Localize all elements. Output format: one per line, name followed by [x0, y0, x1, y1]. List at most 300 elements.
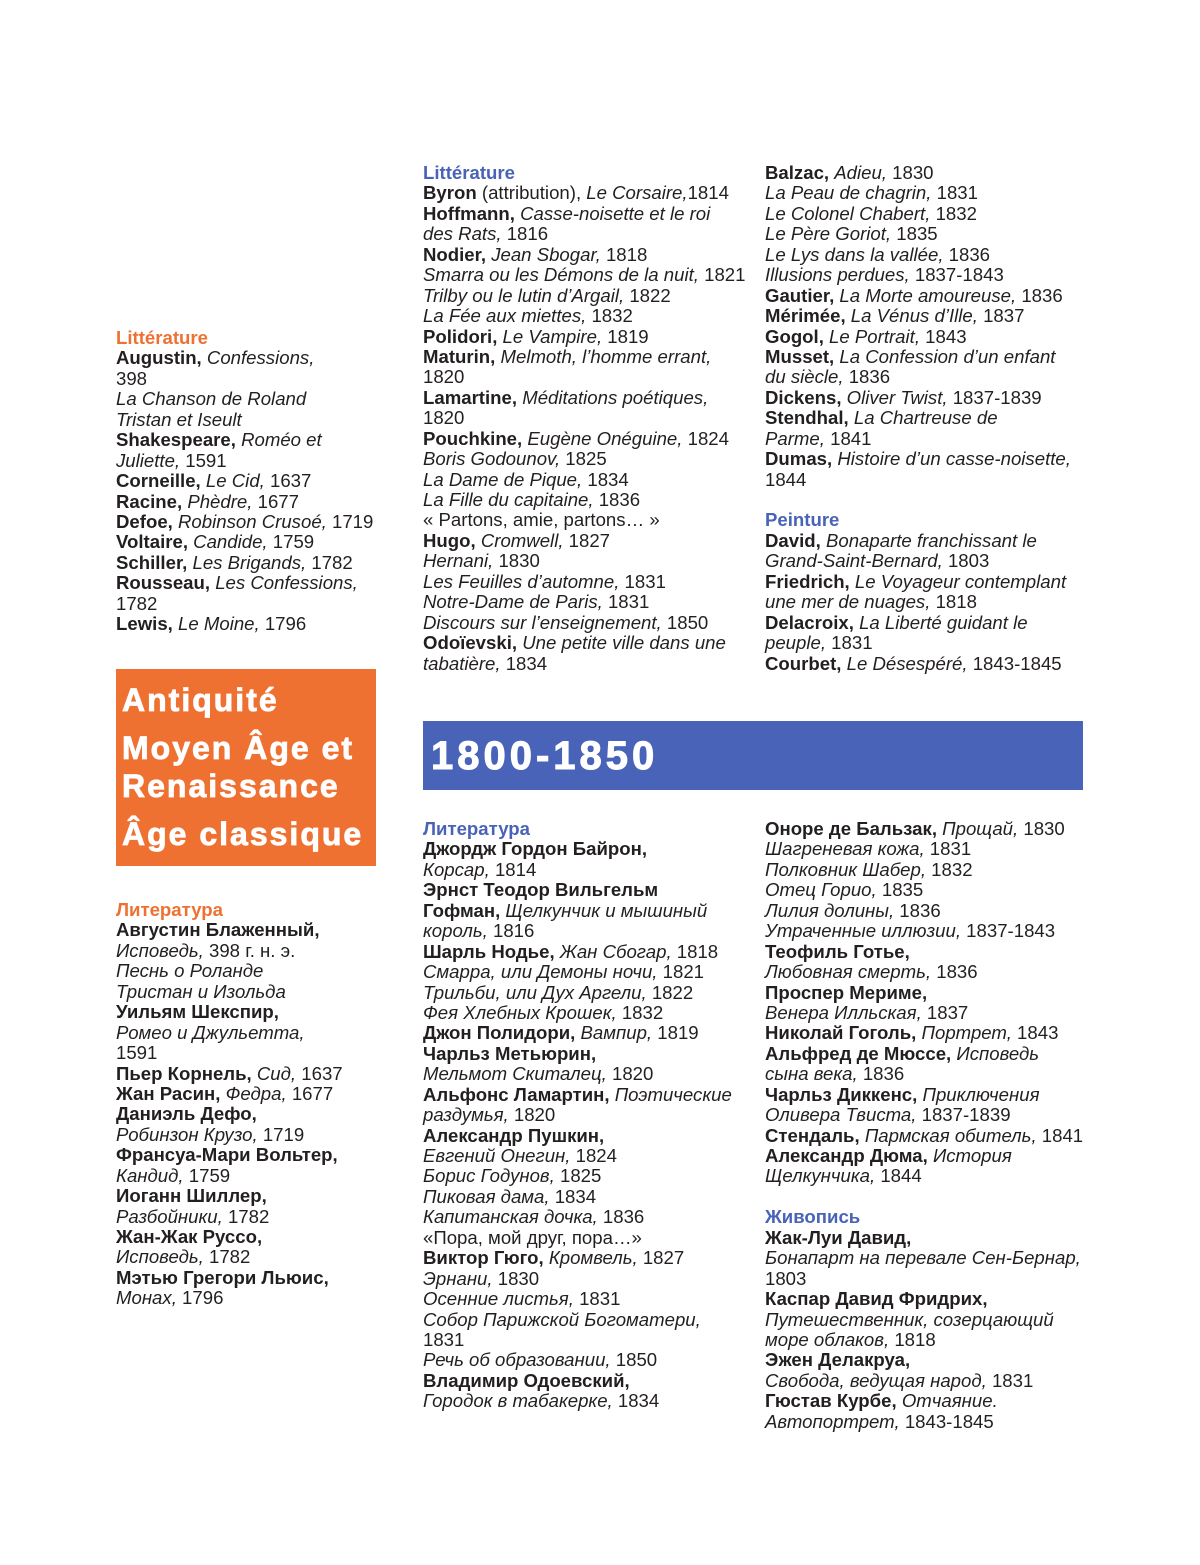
author-name: Defoe,: [116, 510, 178, 532]
entry-line: [423, 572, 745, 592]
entry-text: 1803: [947, 550, 990, 572]
entry-line: [423, 633, 745, 653]
entry-text: 1837: [983, 305, 1025, 327]
author-name: Гофман,: [423, 899, 506, 921]
entry-text: 1719: [332, 510, 374, 532]
entry-text: 1591: [116, 1042, 158, 1064]
work-title: море облаков,: [765, 1328, 895, 1350]
entry-text: 1830: [892, 162, 934, 183]
section-heading: Littérature: [116, 327, 208, 348]
work-title: Осенние листья,: [423, 1288, 580, 1310]
author-name: Lewis,: [116, 613, 179, 635]
entry-line: [765, 901, 1083, 921]
entry-text: 1836: [848, 366, 891, 388]
entry-text: 1835: [896, 223, 938, 245]
entry-line: [423, 1003, 732, 1023]
entry-line: [765, 1289, 1083, 1309]
work-title: Утраченные иллюзии,: [765, 920, 967, 942]
entry-line: [116, 1084, 343, 1104]
entry-line: [423, 265, 745, 285]
author-name: Эрнст Теодор Вильгельм: [423, 879, 659, 901]
entry-line: [116, 982, 343, 1002]
entry-text: 1831: [991, 1369, 1034, 1391]
work-title: Les Brigands,: [192, 551, 312, 573]
work-title: Собор Парижской Богоматери,: [423, 1308, 701, 1330]
work-title: Венера Илльская,: [765, 1001, 927, 1023]
work-title: Ромео и Джульетта,: [116, 1021, 305, 1043]
entry-text: 1818: [605, 243, 648, 265]
work-title: Les Feuilles d’automne,: [423, 570, 625, 592]
entry-text: 1796: [182, 1287, 224, 1309]
period-label: Renaissance: [122, 768, 340, 804]
entry-line: [423, 1166, 732, 1186]
work-title: Робинзон Крузо,: [116, 1123, 263, 1145]
entry-line: [116, 430, 373, 450]
entry-text: 1824: [575, 1145, 617, 1166]
entry-text: 1832: [621, 1001, 664, 1023]
work-title: Melmoth, l’homme errant,: [500, 345, 712, 367]
entry-line: [765, 962, 1083, 982]
period-1800-1850-ru-literature: [423, 819, 732, 1412]
author-name: Александр Дюма,: [765, 1145, 933, 1166]
author-name: Проспер Мериме,: [765, 981, 928, 1003]
work-title: Песнь о Роланде: [116, 960, 264, 982]
author-name: Джордж Гордон Байрон,: [423, 838, 648, 860]
entry-line: [116, 451, 373, 471]
work-title: Candide,: [193, 531, 273, 553]
entry-line: [116, 348, 373, 368]
entry-text: 1844: [880, 1165, 922, 1187]
entry-text: 1836: [598, 489, 641, 510]
work-title: Smarra ou les Démons de la nuit,: [423, 264, 705, 286]
entry-list: [423, 839, 732, 1411]
entry-line: [423, 245, 745, 265]
entry-line: [765, 470, 1071, 490]
entry-line: [423, 613, 745, 633]
entry-text: 1821: [662, 961, 705, 983]
work-title: Кромвель,: [548, 1247, 643, 1269]
work-title: Le Vampire,: [502, 325, 608, 347]
work-title: раздумья,: [423, 1104, 514, 1126]
author-name: Теофиль Готье,: [765, 940, 910, 962]
entry-line: [765, 204, 1071, 224]
entry-text: « Partons, amie, partons… »: [423, 509, 660, 531]
entry-text: 1831: [624, 570, 666, 592]
entry-text: 1843-1845: [972, 652, 1062, 674]
entry-line: [423, 347, 745, 367]
section-heading: Литература: [423, 818, 530, 839]
work-title: Шагреневая кожа,: [765, 838, 930, 860]
entry-line: [765, 306, 1071, 326]
entry-text: (attribution),: [476, 182, 587, 204]
entry-line: [116, 1002, 343, 1022]
entry-text: 1850: [615, 1349, 658, 1371]
entry-text: 1719: [262, 1123, 305, 1145]
author-name: Polidori,: [423, 325, 503, 347]
entry-text: 1836: [936, 961, 978, 983]
entry-line: [116, 532, 373, 552]
entry-text: 1837: [926, 1001, 969, 1023]
entry-line: [765, 245, 1071, 265]
work-title: Кандид,: [116, 1164, 189, 1186]
entry-text: 1837-1843: [914, 264, 1004, 286]
entry-line: [423, 1391, 732, 1411]
work-title: Le Portrait,: [829, 325, 926, 347]
entry-line: [423, 592, 745, 612]
work-title: Cromwell,: [480, 529, 569, 551]
entry-line: [423, 901, 732, 921]
entry-text: 1782: [116, 592, 158, 614]
early-periods-fr-literature: [116, 328, 373, 635]
entry-line: [116, 471, 373, 491]
work-title: Tristan et Iseult: [116, 408, 242, 430]
entry-line: [765, 1269, 1083, 1289]
entry-line: [765, 1044, 1083, 1064]
entry-text: 1759: [188, 1164, 231, 1186]
work-title: La Liberté guidant le: [859, 611, 1028, 633]
work-title: La Fille du capitaine,: [423, 489, 599, 510]
entry-line: [765, 163, 1071, 183]
entry-line: [765, 983, 1083, 1003]
author-name: Courbet,: [765, 652, 847, 674]
entry-text: 1820: [611, 1063, 654, 1085]
entry-text: «Пора, мой друг, пора…»: [423, 1226, 642, 1248]
work-title: Roméo et: [241, 429, 322, 451]
entry-line: [423, 470, 745, 490]
work-title: Жан Сбогар,: [559, 940, 677, 962]
entry-line: [423, 654, 745, 674]
work-title: Портрет,: [921, 1022, 1018, 1044]
author-name: Александр Пушкин,: [423, 1124, 605, 1146]
work-title: Свобода, ведущая народ,: [765, 1369, 992, 1391]
work-title: Евгений Онегин,: [423, 1145, 576, 1166]
author-name: Stendhal,: [765, 407, 854, 429]
entry-text: 1831: [936, 182, 978, 204]
entry-line: [423, 531, 745, 551]
entry-line: [116, 389, 373, 409]
work-title: Лилия долины,: [765, 899, 900, 921]
entry-text: 1782: [311, 551, 353, 573]
entry-text: 1824: [687, 427, 729, 449]
entry-text: 1831: [579, 1288, 621, 1310]
entry-text: 1836: [862, 1063, 905, 1085]
work-title: Федра,: [225, 1082, 292, 1104]
entry-text: 1836: [948, 243, 991, 265]
entry-text: 1825: [559, 1165, 602, 1187]
period-1800-1850-fr-literature: [423, 163, 745, 674]
entry-text: 1637: [301, 1062, 343, 1084]
work-title: Городок в табакерке,: [423, 1390, 618, 1412]
entry-line: [765, 551, 1071, 571]
entry-line: [423, 286, 745, 306]
entry-text: 1830: [498, 550, 540, 572]
work-title: des Rats,: [423, 223, 507, 245]
work-title: Eugène Onéguine,: [527, 427, 688, 449]
author-name: Hoffmann,: [423, 202, 521, 224]
entry-line: [116, 410, 373, 430]
work-title: Борис Годунов,: [423, 1165, 560, 1187]
entry-line: [423, 942, 732, 962]
entry-line: [765, 224, 1071, 244]
entry-line: [116, 1145, 343, 1165]
entry-line: [423, 1248, 732, 1268]
entry-text: 398: [116, 367, 148, 389]
entry-line: [116, 1288, 343, 1308]
author-name: Shakespeare,: [116, 429, 242, 451]
work-title: Трильби, или Дух Аргели,: [423, 981, 652, 1003]
entry-line: [765, 347, 1071, 367]
work-title: Histoire d’un casse-noisette,: [837, 448, 1071, 470]
author-name: Racine,: [116, 490, 188, 512]
entry-line: [765, 860, 1083, 880]
entry-line: [765, 286, 1071, 306]
entry-line: [765, 1310, 1083, 1330]
early-periods-ru-literature: [116, 900, 343, 1309]
entry-text: 1822: [651, 981, 694, 1003]
work-title: Phèdre,: [187, 490, 258, 512]
author-name: Оноре де Бальзак,: [765, 818, 943, 839]
work-title: Полковник Шабер,: [765, 858, 932, 880]
entry-text: 1782: [227, 1205, 270, 1227]
work-title: Отчаяние.: [901, 1390, 998, 1412]
entry-text: 1834: [587, 468, 629, 490]
entry-line: [423, 1187, 732, 1207]
work-title: Бонапарт на перевале Сен-Бернар,: [765, 1247, 1081, 1269]
entry-line: [423, 429, 745, 449]
period-label: Âge classique: [122, 816, 364, 852]
entry-line: [423, 224, 745, 244]
entry-line: [423, 1371, 732, 1391]
entry-line: [423, 306, 745, 326]
work-title: Le Cid,: [205, 470, 270, 492]
entry-text: 1591: [185, 449, 227, 471]
entry-line: [423, 1228, 732, 1248]
work-title: Grand-Saint-Bernard,: [765, 550, 948, 572]
entry-line: [765, 367, 1071, 387]
author-name: Чарльз Диккенс,: [765, 1083, 923, 1105]
author-name: Balzac,: [765, 162, 835, 183]
entry-line: [116, 553, 373, 573]
work-title: Исповедь,: [116, 939, 209, 961]
work-title: La Vénus d’Ille,: [850, 305, 984, 327]
author-name: Николай Гоголь,: [765, 1022, 922, 1044]
work-title: Смарра, или Демоны ночи,: [423, 961, 663, 983]
period-label: Antiquité: [122, 682, 279, 718]
author-name: Каспар Давид Фридрих,: [765, 1288, 988, 1310]
entry-line: [116, 1043, 343, 1063]
entry-line: [765, 654, 1071, 674]
work-title: Тристан и Изольда: [116, 980, 286, 1002]
entry-line: [116, 1227, 343, 1247]
entry-text: 1837-1839: [952, 386, 1042, 408]
entry-text: 398 г. н. э.: [209, 939, 296, 961]
entry-line: [423, 1126, 732, 1146]
entry-line: [423, 860, 732, 880]
work-title: peuple,: [765, 632, 832, 654]
period-label: Moyen Âge et: [122, 730, 355, 766]
author-name: Dickens,: [765, 386, 847, 408]
work-title: Robinson Crusoé,: [178, 510, 332, 532]
author-name: Delacroix,: [765, 611, 860, 633]
author-name: Lamartine,: [423, 386, 523, 408]
work-title: La Fée aux miettes,: [423, 305, 592, 327]
author-name: Чарльз Метьюрин,: [423, 1042, 597, 1064]
author-name: Schiller,: [116, 551, 193, 573]
entry-line: [423, 327, 745, 347]
period-1800-1850-fr-literature-continued: [765, 163, 1071, 674]
entry-text: 1820: [423, 407, 465, 429]
entry-line: [765, 183, 1071, 203]
entry-text: 1796: [264, 613, 307, 635]
entry-text: 1827: [642, 1247, 685, 1269]
entry-line: [765, 572, 1071, 592]
entry-line: [423, 449, 745, 469]
entry-text: 1818: [894, 1328, 936, 1350]
entry-line: [116, 1186, 343, 1206]
entry-text: 1837-1839: [921, 1104, 1011, 1126]
work-title: Корсар,: [423, 858, 495, 880]
work-title: Приключения: [922, 1083, 1040, 1105]
work-title: Фея Хлебных Крошек,: [423, 1001, 622, 1023]
work-title: Мельмот Скиталец,: [423, 1063, 612, 1085]
work-title: Оливера Твиста,: [765, 1104, 922, 1126]
entry-line: [765, 921, 1083, 941]
entry-line: [116, 369, 373, 389]
entry-line: [116, 573, 373, 593]
work-title: Illusions perdues,: [765, 264, 915, 286]
entry-line: [423, 183, 745, 203]
entry-text: 1830: [1023, 818, 1065, 839]
entry-line: [423, 510, 745, 530]
entry-line: [765, 592, 1071, 612]
entry-line: [765, 1085, 1083, 1105]
entry-line: [423, 1105, 732, 1125]
entry-line: [765, 633, 1071, 653]
work-title: Méditations poétiques,: [522, 386, 709, 408]
work-title: Поэтические: [614, 1083, 732, 1105]
entry-line: [116, 1064, 343, 1084]
entry-list: [765, 531, 1071, 674]
entry-line: [423, 1044, 732, 1064]
entry-line: [765, 1146, 1083, 1166]
entry-line: [116, 920, 343, 940]
author-name: Friedrich,: [765, 570, 855, 592]
entry-text: 1816: [506, 223, 549, 245]
entry-line: [423, 1310, 732, 1330]
work-title: Le Corsaire,: [586, 182, 688, 204]
entry-text: 1836: [602, 1206, 645, 1228]
entry-line: [423, 1207, 732, 1227]
entry-line: [765, 839, 1083, 859]
work-title: Любовная смерть,: [765, 961, 937, 983]
entry-line: [423, 490, 745, 510]
section-heading: Peinture: [765, 509, 840, 531]
entry-line: [765, 1412, 1083, 1432]
entry-text: 1814: [687, 182, 729, 204]
entry-line: [116, 961, 343, 981]
work-title: Отец Горио,: [765, 879, 882, 901]
author-name: Mérimée,: [765, 305, 851, 327]
entry-line: [423, 388, 745, 408]
entry-list: [765, 1228, 1083, 1432]
work-title: Речь об образовании,: [423, 1349, 616, 1371]
entry-line: [765, 327, 1071, 347]
work-title: Le Voyageur contemplant: [854, 570, 1067, 592]
entry-line: [765, 1371, 1083, 1391]
period-box-early: [116, 669, 376, 866]
entry-line: [765, 408, 1071, 428]
entry-line: [423, 1330, 732, 1350]
period-banner-1800-1850: [423, 721, 1083, 790]
entry-line: [765, 531, 1071, 551]
entry-line: [765, 1064, 1083, 1084]
entry-text: 1831: [423, 1328, 465, 1350]
work-title: Les Confessions,: [215, 572, 358, 594]
entry-text: 1850: [666, 611, 709, 633]
entry-line: [765, 1350, 1083, 1370]
entry-text: 1814: [494, 858, 537, 880]
entry-line: [765, 942, 1083, 962]
entry-text: 1831: [607, 591, 650, 613]
work-title: Casse-noisette et le roi: [520, 202, 711, 224]
entry-text: 1822: [629, 284, 671, 306]
entry-text: 1819: [657, 1022, 699, 1044]
author-name: Augustin,: [116, 347, 207, 369]
work-title: La Morte amoureuse,: [839, 284, 1022, 306]
author-name: Pouchkine,: [423, 427, 528, 449]
entry-line: [423, 1350, 732, 1370]
work-title: La Peau de chagrin,: [765, 182, 937, 204]
entry-text: 1836: [899, 899, 941, 921]
entry-text: 1843: [1017, 1022, 1059, 1044]
author-name: Мэтью Грегори Льюис,: [116, 1266, 329, 1288]
entry-text: 1637: [270, 470, 312, 492]
work-title: Hernani,: [423, 550, 499, 572]
entry-line: [116, 1104, 343, 1124]
work-title: Le Père Goriot,: [765, 223, 897, 245]
entry-line: [116, 614, 373, 634]
author-name: Rousseau,: [116, 572, 216, 594]
entry-text: 1834: [554, 1185, 597, 1207]
entry-line: [116, 1125, 343, 1145]
work-title: Монах,: [116, 1287, 183, 1309]
entry-line: [423, 367, 745, 387]
entry-list: [765, 819, 1083, 1187]
work-title: Bonaparte franchissant le: [825, 529, 1037, 551]
work-title: Le Moine,: [178, 613, 265, 635]
author-name: David,: [765, 529, 826, 551]
work-title: король,: [423, 920, 493, 942]
entry-line: [765, 819, 1083, 839]
entry-text: 1830: [497, 1267, 540, 1289]
entry-line: [423, 1023, 732, 1043]
entry-line: [765, 1228, 1083, 1248]
entry-text: 1831: [831, 632, 873, 654]
entry-text: 1677: [257, 490, 299, 512]
entry-line: [423, 1085, 732, 1105]
entry-line: [765, 429, 1071, 449]
section-heading: Littérature: [423, 162, 515, 183]
author-name: Maturin,: [423, 345, 501, 367]
author-name: Пьер Корнель,: [116, 1062, 257, 1084]
entry-line: [765, 1391, 1083, 1411]
entry-text: 1835: [881, 879, 924, 901]
entry-line: [423, 1269, 732, 1289]
work-title: Le Désespéré,: [846, 652, 973, 674]
work-title: Капитанская дочка,: [423, 1206, 603, 1228]
entry-text: 1818: [676, 940, 719, 962]
entry-text: 1834: [617, 1390, 660, 1412]
